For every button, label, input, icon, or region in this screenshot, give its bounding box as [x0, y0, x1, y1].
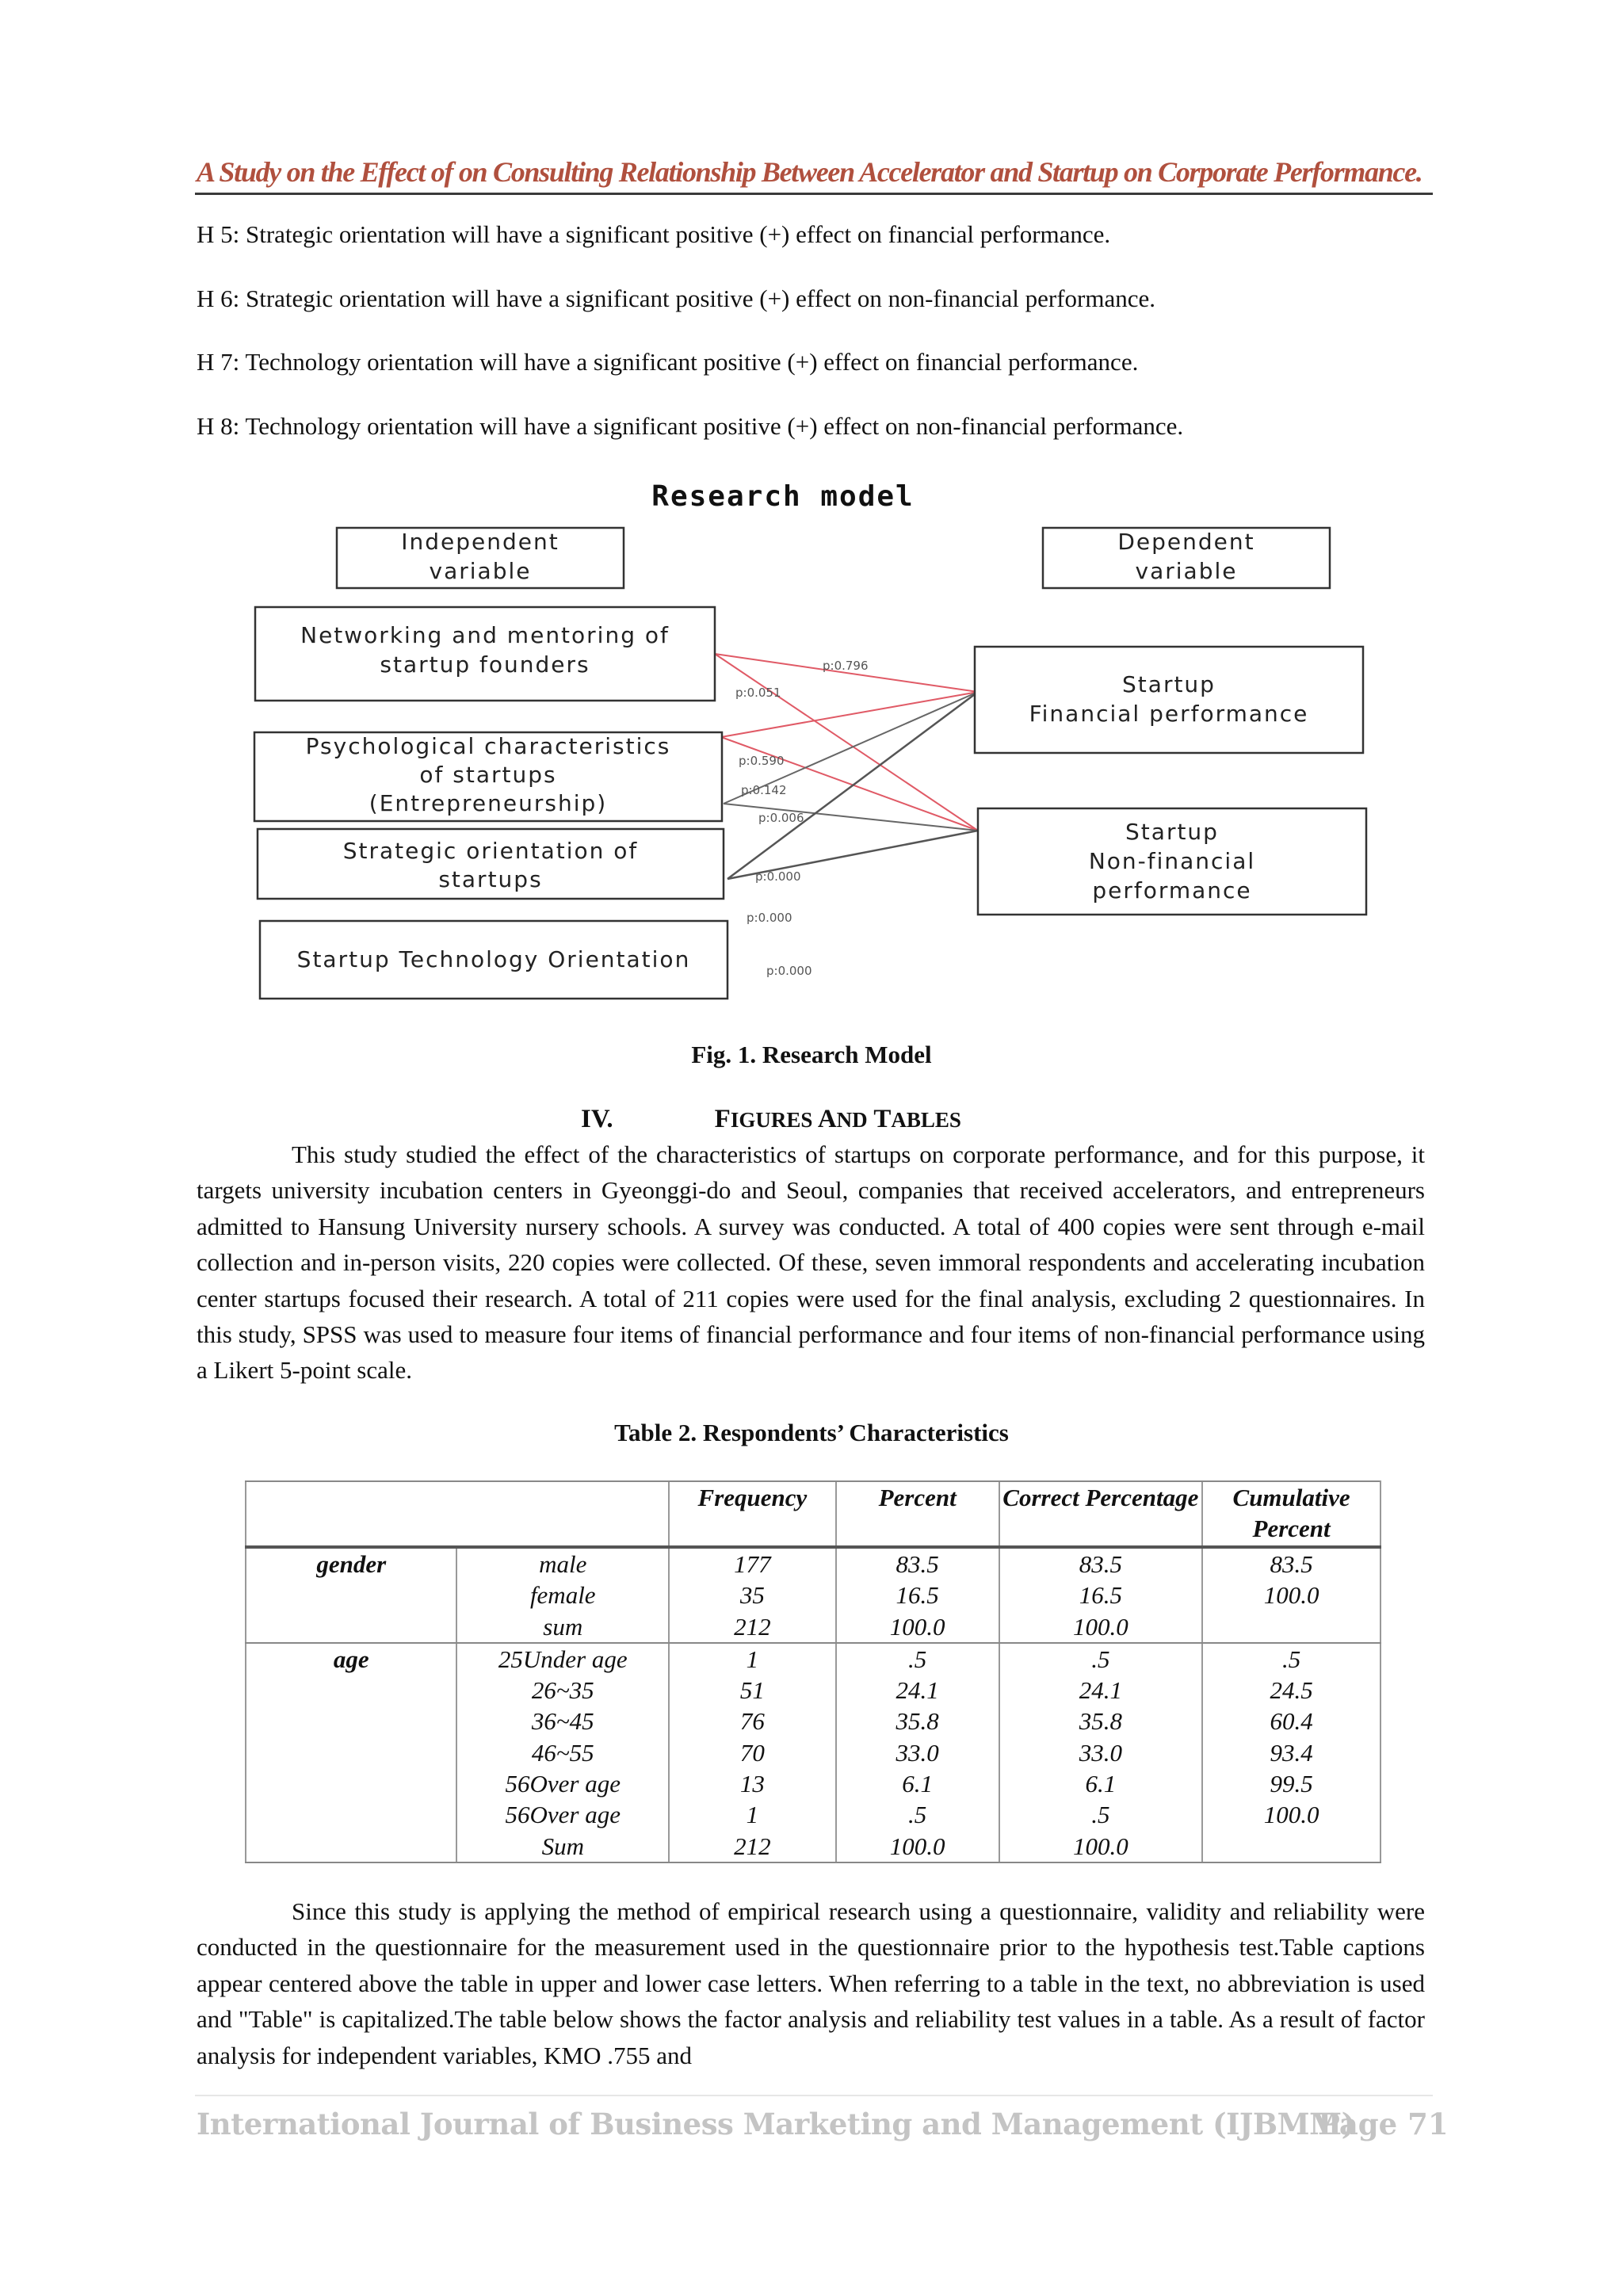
cell: 1 [746, 1801, 759, 1829]
iv-strategic-line2: startups [438, 866, 543, 892]
section-heading: IV. FIGURES AND TABLES [581, 1105, 961, 1133]
path-label: p:0.000 [747, 911, 792, 925]
dependent-header-line2: variable [1135, 558, 1238, 584]
table-group-age [246, 1643, 1381, 1862]
dependent-header-line1: Dependent [1117, 529, 1255, 555]
dv-nonfinancial-line2: Non-financial [1088, 848, 1256, 874]
cell: 35 [739, 1581, 765, 1610]
cell: 24.1 [1079, 1676, 1122, 1705]
path-label: p:0.142 [741, 783, 787, 797]
iv-psychological-line2: of startups [419, 762, 557, 788]
cell: .5 [1091, 1801, 1110, 1829]
cell: sum [543, 1612, 583, 1641]
footer-divider [195, 2095, 1433, 2096]
cell: 99.5 [1270, 1770, 1313, 1798]
cell: 100.0 [1072, 1832, 1128, 1860]
group-label: age [246, 1643, 456, 1862]
iv-networking-line2: startup founders [380, 651, 590, 678]
iv-psychological-line3: (Entrepreneurship) [369, 790, 608, 816]
cell: 6.1 [1085, 1770, 1117, 1798]
cell: 83.5 [1079, 1550, 1122, 1578]
iv-networking-line1: Networking and mentoring of [300, 622, 670, 648]
cell: .5 [908, 1801, 927, 1829]
cell: .5 [1091, 1645, 1110, 1673]
cell: 25Under age [498, 1645, 628, 1673]
cell: 212 [734, 1832, 771, 1860]
iv-strategic-line1: Strategic orientation of [342, 838, 639, 864]
cell: Sum [541, 1832, 584, 1860]
table-group-gender [246, 1547, 1381, 1643]
footer-page-number: Page 71 [1318, 2107, 1449, 2141]
cell: 35.8 [896, 1707, 939, 1736]
cell: 46~55 [531, 1738, 594, 1767]
cell: 16.5 [896, 1581, 939, 1610]
col-header: Cumulative Percent [1202, 1481, 1381, 1547]
hypothesis-h5: H 5: Strategic orientation will have a significant positive (+) effect on financial performance. [197, 220, 1111, 248]
cell: 60.4 [1270, 1707, 1313, 1736]
research-model-figure [250, 458, 1384, 1046]
path-label: p:0.006 [758, 811, 804, 825]
cell: 100.0 [889, 1612, 945, 1641]
hypothesis-h7: H 7: Technology orientation will have a significant positive (+) effect on financial performance. [197, 348, 1139, 376]
path-line [715, 654, 978, 831]
dv-financial-line1: Startup [1122, 671, 1216, 697]
cell: 56Over age [505, 1801, 621, 1829]
path-label: p:0.000 [766, 964, 812, 978]
iv-technology-line1: Startup Technology Orientation [296, 946, 691, 972]
cell: .5 [908, 1645, 927, 1673]
independent-header-line2: variable [429, 558, 532, 584]
hypothesis-h8: H 8: Technology orientation will have a significant positive (+) effect on non-financial performance. [197, 412, 1184, 440]
iv-psychological-line1: Psychological characteristics [305, 733, 671, 759]
cell: female [529, 1581, 596, 1610]
cell: 6.1 [902, 1770, 934, 1798]
table-caption: Table 2. Respondents’ Characteristics [614, 1419, 1009, 1446]
hypothesis-h6: H 6: Strategic orientation will have a significant positive (+) effect on non-financial performance. [197, 285, 1155, 312]
col-header: Percent [836, 1481, 999, 1547]
respondents-table [245, 1480, 1381, 1863]
col-header: Frequency [669, 1481, 836, 1547]
cell: 70 [739, 1738, 765, 1767]
cell: 1 [746, 1645, 759, 1673]
section-number: IV. [581, 1105, 613, 1133]
path-label: p:0.796 [823, 659, 869, 673]
col-header: Correct Percentage [999, 1481, 1203, 1547]
path-label: p:0.590 [739, 754, 785, 768]
group-label: gender [246, 1547, 456, 1643]
dv-financial-box [975, 647, 1363, 753]
cell: .5 [1281, 1645, 1301, 1673]
cell: 100.0 [1263, 1801, 1319, 1829]
figure-title: Research model [651, 480, 915, 513]
footer-journal-name: International Journal of Business Marketing and Management (IJBMM) [197, 2107, 1355, 2141]
cell: 36~45 [531, 1707, 594, 1736]
cell: 33.0 [896, 1738, 939, 1767]
dv-nonfinancial-line1: Startup [1125, 819, 1219, 845]
cell: 33.0 [1079, 1738, 1122, 1767]
cell: 51 [739, 1676, 765, 1705]
cell: 16.5 [1079, 1581, 1122, 1610]
path-label: p:0.051 [735, 686, 781, 700]
cell: 35.8 [1079, 1707, 1122, 1736]
cell: 212 [734, 1612, 771, 1641]
cell: 93.4 [1270, 1738, 1313, 1767]
cell: 83.5 [896, 1550, 939, 1578]
figure-caption: Fig. 1. Research Model [691, 1041, 932, 1068]
header-divider [195, 193, 1433, 195]
cell: male [539, 1550, 587, 1578]
table-header-row [246, 1481, 1381, 1547]
running-header-title: A Study on the Effect of on Consulting Relationship Between Accelerator and Startup on Corporate Performance. [197, 156, 1423, 188]
cell: 100.0 [889, 1832, 945, 1860]
cell: 100.0 [1263, 1581, 1319, 1610]
cell: 83.5 [1270, 1550, 1313, 1578]
path-label: p:0.000 [755, 869, 801, 884]
cell: 56Over age [505, 1770, 621, 1798]
cell: 76 [739, 1707, 765, 1736]
cell: 100.0 [1072, 1612, 1128, 1641]
dv-financial-line2: Financial performance [1029, 701, 1309, 727]
cell: 24.1 [896, 1676, 939, 1705]
cell: 177 [734, 1550, 771, 1578]
dv-nonfinancial-line3: performance [1092, 877, 1252, 904]
body-paragraph-2: Since this study is applying the method of empirical research using a questionnaire, validity and reliability were conducted in the questionnaire for the measurement used in the questionnaire prior to the hypothesis test.Table captions appear centered above the table in upper and lower case letters. When referring to a table in the text, no abbreviation is used and "Table" is capitalized.The table below shows the factor analysis and reliability test values in a table. As a result of factor analysis for independent variables, KMO .755 and [197, 1897, 1425, 2069]
independent-header-line1: Independent [401, 529, 559, 555]
cell: 26~35 [531, 1676, 594, 1705]
body-paragraph-1: This study studied the effect of the characteristics of startups on corporate performance, and for this purpose, it targets university incubation centers in Gyeonggi-do and Seoul, companies that received accelerators, and entrepreneurs admitted to Hansung University nursery schools. A survey was conducted. A total of 400 copies were sent through e-mail collection and in-person visits, 220 copies were collected. Of these, seven immoral respondents and accelerating incubation center startups focused their research. A total of 211 copies were used for the final analysis, excluding 2 questionnaires. In this study, SPSS was used to measure four items of financial performance and four items of non-financial performance using a Likert 5-point scale. [197, 1140, 1425, 1385]
cell: 13 [739, 1770, 765, 1798]
cell: 24.5 [1270, 1676, 1313, 1705]
